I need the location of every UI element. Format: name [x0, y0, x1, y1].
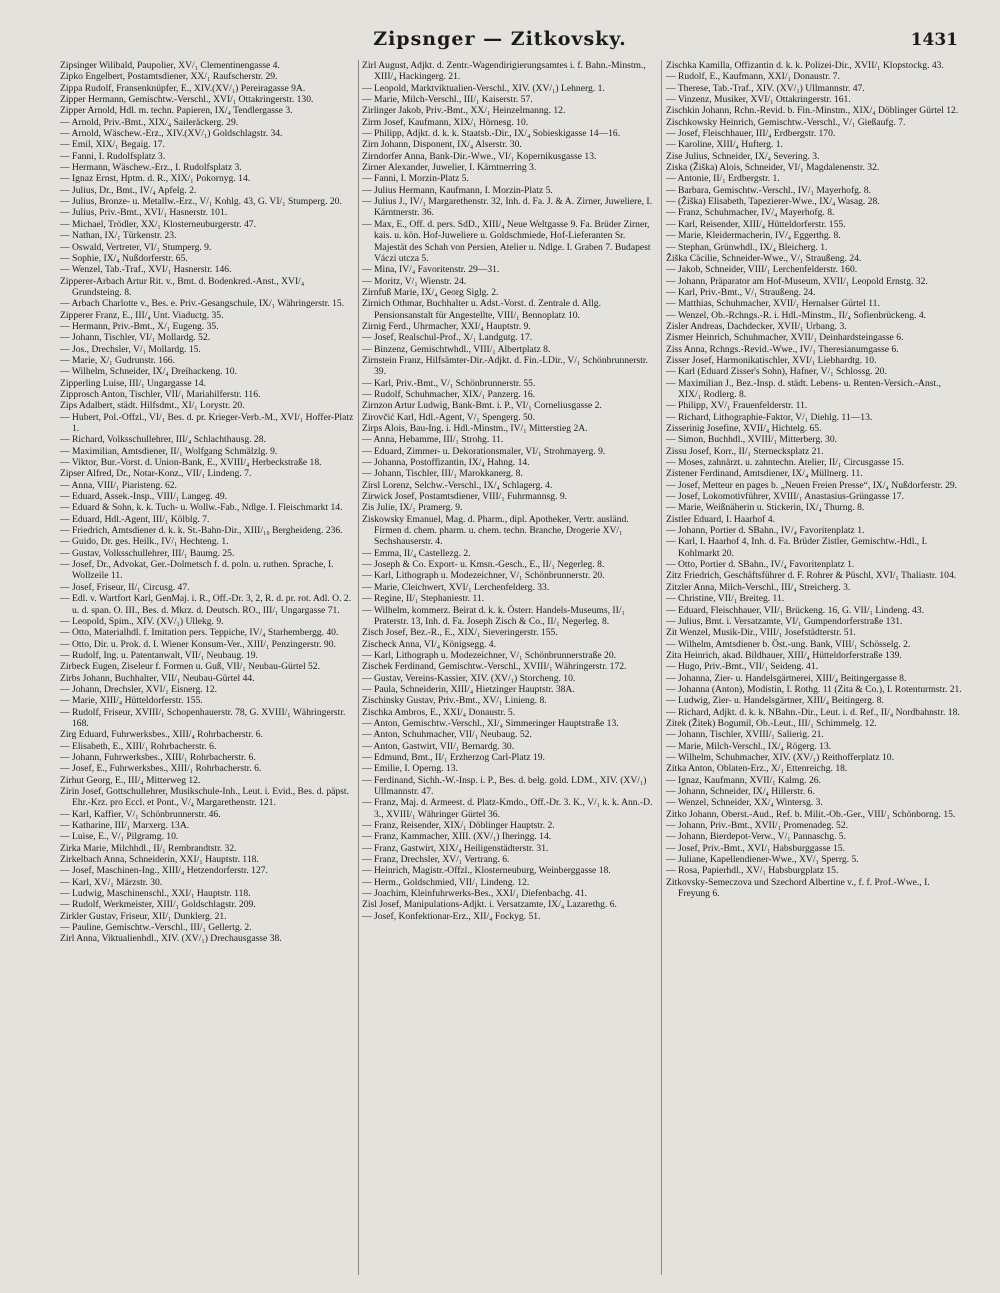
directory-entry: — Christine, VII/₁ Breiteg. 11.: [666, 593, 785, 605]
directory-entry: — Emilie, I. Operng. 13.: [362, 763, 458, 775]
directory-entry: — Josef, Maschinen-Ing., XIII/₄ Hetzendorferstr. 127.: [60, 865, 268, 877]
directory-entry: — Marie, Kleidermacherin, IV/₄ Eggerthg. 8.: [666, 230, 841, 242]
directory-entry: Zirovčić Karl, Hdl.-Agent, V/₁ Spengerg. 50.: [362, 411, 535, 423]
directory-entry: Zirlinger Jakob, Priv.-Bmt., XX/₁ Heinzelmanng. 12.: [362, 105, 566, 117]
directory-entry: — Josef, Realschul-Prof., X/₁ Landgutg. 17.: [362, 332, 533, 344]
column-divider: [661, 60, 662, 1275]
directory-entry: Zirn Johann, Disponent, IX/₄ Alserstr. 30.: [362, 139, 522, 151]
directory-entry: — Franz, Kammacher, XIII. (XV/₁) Iheringg. 14.: [362, 831, 552, 843]
directory-entry: — Mina, IV/₄ Favoritenstr. 29—31.: [362, 264, 500, 276]
directory-entry: — Johann, Tischler, VI/₁ Mollardg. 52.: [60, 332, 211, 344]
directory-entry: — Franz, Reisender, XIX/₁ Döblinger Hauptstr. 2.: [362, 820, 555, 832]
directory-entry: — Philipp, Adjkt. d. k. k. Staatsb.-Dir., IX/₄ Sobieskigasse 14—16.: [362, 128, 621, 140]
directory-entry: — Marie, X/₁ Gudrunstr. 166.: [60, 354, 175, 366]
directory-entry: — Anton, Gastwirt, VII/₁ Bernardg. 30.: [362, 740, 515, 752]
directory-entry: — Josef, Fleischhauer, III/₄ Erdbergstr. 170.: [666, 128, 836, 140]
directory-entry: — Maximilian, Amtsdiener, II/₁ Wolfgang Schmälzlg. 9.: [60, 445, 278, 457]
directory-entry: — Binzenz, Gemischtwhdl., VIII/₁ Albertplatz 8.: [362, 343, 551, 355]
directory-entry: — Matthias, Schuhmacher, XVII/₁ Hernalser Gürtel 11.: [666, 298, 880, 310]
directory-entry: — Karl, Kaffier, V/₁ Schönbrunnerstr. 46.: [60, 808, 221, 820]
directory-entry: — Barbara, Gemischtw.-Verschl., IV/₁ Mayerhofg. 8.: [666, 184, 871, 196]
directory-entry: — Antonie, II/₁ Erdbergstr. 1.: [666, 173, 780, 185]
directory-entry: Zirhut Georg, E., III/₄ Mitterweg 12.: [60, 774, 201, 786]
directory-entry: — Leopold, Marktviktualien-Verschl., XIV. (XV/₁) Lehnerg. 1.: [362, 82, 605, 94]
directory-entry: Zirkler Gustav, Friseur, XII/₁ Dunklerg. 21.: [60, 910, 227, 922]
directory-entry: — Nathan, IX/₁ Türkenstr. 23.: [60, 230, 177, 242]
directory-entry: — Franz, Schuhmacher, IV/₄ Mayerhofg. 8.: [666, 207, 835, 219]
directory-entry: — Hubert, Pol.-Offzl., VI/₁ Bes. d. pr. Krieger-Verb.-M., XVI/₁ Hoffer-Platz 1.: [60, 411, 354, 434]
directory-entry: — Karl, Reisender, XIII/₄ Hütteldorferstr. 155.: [666, 218, 846, 230]
directory-entry: — Wilhelm, Schuhmacher, XIV. (XV/₁) Reithofferplatz 10.: [666, 751, 894, 763]
directory-entry: — Gustav, Vereins-Kassier, XIV. (XV/₁) Storcheng. 10.: [362, 672, 576, 684]
directory-entry: — Johanna, Postoffizantin, IX/₄ Hahng. 14.: [362, 457, 530, 469]
directory-entry: Zirner Alexander, Juwelier, I. Kärntnerring 3.: [362, 162, 537, 174]
directory-entry: Zischka Ambros, E., XXI/₄ Donaustr. 5.: [362, 706, 516, 718]
directory-entry: — Johanna (Anton), Modistin, I. Rothg. 11 (Zita & Co.), I. Rotenturmstr. 21.: [666, 683, 962, 695]
directory-entry: — Oswald, Vertreter, VI/₁ Stumperg. 9.: [60, 241, 212, 253]
directory-entry: — Otto, Portier d. SBahn., IV/₄ Favoritenplatz 1.: [666, 559, 855, 571]
directory-entry: — Johann, Portier d. SBahn., IV/₄ Favoritenplatz 1.: [666, 525, 865, 537]
directory-entry: — Julius, Dr., Bmt., IV/₄ Apfelg. 2.: [60, 184, 197, 196]
directory-entry: — Hermann, Wäschew.-Erz., I. Rudolfsplatz 3.: [60, 162, 242, 174]
directory-entry: Zit Wenzel, Musik-Dir., VIII/₁ Josefstädterstr. 51.: [666, 627, 856, 639]
directory-entry: — Jos., Drechsler, V/₁ Mollardg. 15.: [60, 343, 201, 355]
directory-entry: Zipperer-Arbach Artur Rit. v., Bmt. d. Bodenkred.-Anst., XVI/₄ Grundsteing. 8.: [60, 275, 305, 298]
directory-entry: — Marie, Milch-Verschl., IX/₄ Rögerg. 13.: [666, 740, 832, 752]
directory-entry: — Luise, E., V/₁ Pilgramg. 10.: [60, 831, 179, 843]
directory-entry: Žiška Cäcilie, Schneider-Wwe., V/₁ Straußeng. 24.: [666, 252, 862, 264]
directory-entry: — Pauline, Gemischtw.-Verschl., III/₁ Gellertg. 2.: [60, 922, 252, 934]
directory-entry: Ziskowsky Emanuel, Mag. d. Pharm., dipl. Apotheker, Vertr. ausländ. Firmen d. chem. pharm. u. chem. techn. Branche, Drogerie XV/₁ Sechshauserstr. 4.: [362, 513, 629, 548]
directory-entry: Zirbs Johann, Buchhalter, VII/₁ Neubau-Gürtel 44.: [60, 672, 255, 684]
directory-entry: — Julius J., IV/₁ Margarethenstr. 32, Inh. d. Fa. J. & A. Zirner, Juweliere, I. Kärntnerstr. 36.: [362, 196, 653, 219]
directory-entry: — Josef, Friseur, II/₁ Circusg. 47.: [60, 581, 190, 593]
directory-entry: — Heinrich, Magistr.-Offzl., Klosterneuburg, Weinberggasse 18.: [362, 865, 611, 877]
directory-entry: — Anton, Schuhmacher, VII/₁ Neubaug. 52.: [362, 729, 532, 741]
directory-entry: Zirnzon Artur Ludwig, Bank-Bmt. i. P., VI/₁ Corneliusgasse 2.: [362, 400, 602, 412]
directory-entry: — Wilhelm, Amtsdiener b. Öst.-ung. Bank, VIII/₁ Schösselg. 2.: [666, 638, 911, 650]
directory-entry: — Julius, Bronze- u. Metallw.-Erz., V/₁ Kohlg. 43, G. VI/₁ Stumperg. 20.: [60, 196, 342, 208]
directory-entry: — Rudolf, Werkmeister, XIII/₁ Goldschlagstr. 209.: [60, 899, 256, 911]
directory-entry: Zipper Arnold, Hdl. m. techn. Papieren, IX/₄ Tendlergasse 3.: [60, 105, 293, 117]
directory-entry: — Moses, zahnärzt. u. zahntechn. Atelier, II/₁ Circusgasse 15.: [666, 457, 904, 469]
directory-entry: — Anton, Gemischtw.-Verschl., XI/₄ Simmeringer Hauptstraße 13.: [362, 717, 619, 729]
directory-entry: — Karl, Priv.-Bmt., V/₁ Schönbrunnerstr. 55.: [362, 377, 536, 389]
directory-entry: Zipsinger Wilibald, Paupolier, XV/₁ Clementinengasse 4.: [60, 60, 280, 71]
directory-entry: — Philipp, XV/₁ Frauenfelderstr. 11.: [666, 400, 808, 412]
directory-entry: Zirkelbach Anna, Schneiderin, XXI/₁ Hauptstr. 118.: [60, 854, 259, 866]
directory-entry: — Johann, Bierdepot-Verw., V/₁ Pannaschg. 5.: [666, 831, 846, 843]
directory-entry: — Marie, Weißnäherin u. Stickerin, IX/₄ Thurng. 8.: [666, 502, 865, 514]
directory-entry: Zipser Alfred, Dr., Notar-Konz., VII/₁ Lindeng. 7.: [60, 468, 252, 480]
directory-entry: — Ludwig, Maschinenschl., XXI/₁ Hauptstr. 118.: [60, 888, 251, 900]
directory-entry: — Stephan, Grünwhdl., IX/₄ Bleicherg. 1.: [666, 241, 828, 253]
directory-entry: — Katharine, III/₁ Marxerg. 13A.: [60, 820, 190, 832]
directory-entry: — Herm., Goldschmied, VII/₁ Lindeng. 12.: [362, 876, 530, 888]
directory-entry: — Johanna, Zier- u. Handelsgärtnerei, XIII/₄ Beitingergasse 8.: [666, 672, 907, 684]
directory-entry: — Wenzel, Schneider, XX/₄ Wintersg. 3.: [666, 797, 823, 809]
directory-entry: — Sophie, IX/₄ Nußdorferstr. 65.: [60, 252, 188, 264]
directory-entry: Zitko Johann, Oberst.-Aud., Ref. b. Milit.-Ob.-Ger., VIII/₁ Schönborng. 15.: [666, 808, 956, 820]
directory-entry: — Wenzel, Tab.-Traf., XVI/₁ Hasnerstr. 146.: [60, 264, 232, 276]
directory-entry: — Johann, Priv.-Bmt., XVII/₁ Promenadeg. 52.: [666, 820, 849, 832]
directory-entry: — Karl (Eduard Zisser's Sohn), Hafner, V/₁ Schlossg. 20.: [666, 366, 887, 378]
page-header-title: Zipsnger — Zitkovsky.: [373, 28, 627, 50]
directory-entry: — Richard, Volksschullehrer, III/₄ Schlachthausg. 28.: [60, 434, 266, 446]
directory-entry: — Karl, XV/₁ Märzstr. 30.: [60, 876, 163, 888]
directory-entry: — Max, E., Off. d. pers. SdD., XIII/₄ Neue Weltgasse 9. Fa. Brüder Zirner, kais. u. kön. Hof-Juweliere u. Goldschmiede, Hof-Lieferanten Sr. Majestät des Schah von Persien, Atelier u. Ndlge. I. Graben 7. Budapest Váczi utcza 5.: [362, 218, 651, 264]
directory-entry: Zischek Ferdinand, Gemischtw.-Verschl., XVIII/₁ Währingerstr. 172.: [362, 661, 627, 673]
directory-entry: — Josef, Metteur en pages b. „Neuen Freien Presse“, IX/₄ Nußdorferstr. 29.: [666, 479, 958, 491]
directory-entry: — Marie, Milch-Verschl., III/₁ Kaiserstr. 57.: [362, 94, 533, 106]
directory-entry: — Joachim, Kleinfuhrwerks-Bes., XXI/₁ Diefenbachg. 41.: [362, 888, 588, 900]
directory-column-middle: [362, 60, 658, 1275]
directory-entry: Zirka Marie, Milchhdl., II/₁ Rembrandtstr. 32.: [60, 842, 237, 854]
directory-entry: Zitek (Žitek) Bogumil, Ob.-Leut., III/₁ Schimmelg. 12.: [666, 717, 877, 729]
directory-entry: Zirnstein Franz, Hilfsämter-Dir.-Adjkt. d. Fin.-LDir., V/₁ Schönbrunnerstr. 39.: [362, 354, 648, 378]
directory-entry: — Maximilian J., Bez.-Insp. d. städt. Lebens- u. Renten-Versich.-Anst., XIX/₁ Rodlerg. 8.: [666, 377, 941, 400]
directory-entry: — Karl, Priv.-Bmt., V/₁ Straußeng. 24.: [666, 286, 816, 298]
directory-entry: Zischkowsky Heinrich, Gemischtw.-Verschl., V/₁ Gießaufg. 7.: [666, 116, 906, 128]
directory-entry: — Eduard, Hdl.-Agent, III/₁ Kölblg. 7.: [60, 513, 210, 525]
directory-entry: — Josef, Priv.-Bmt., XVI/₁ Habsburggasse 15.: [666, 842, 845, 854]
directory-entry: — Fanni, I. Rudolfsplatz 3.: [60, 150, 166, 162]
directory-entry: — Julius, Bmt. i. Versatzamte, VI/₁ Gumpendorferstraße 131.: [666, 615, 903, 627]
directory-entry: — Gustav, Volksschullehrer, III/₁ Baumg. 25.: [60, 547, 235, 559]
directory-entry: Zipper Hermann, Gemischtw.-Verschl., XVI/₁ Ottakringerstr. 130.: [60, 94, 314, 106]
directory-entry: — Emil, XIX/₁ Begaig. 17.: [60, 139, 165, 151]
directory-entry: Zis Julie, IX/₁ Pramerg. 9.: [362, 502, 463, 514]
directory-entry: — Eduard, Fleischhauer, VII/₁ Brückeng. 16, G. VII/₁ Lindeng. 43.: [666, 604, 925, 616]
directory-entry: — Eduard, Assek.-Insp., VIII/₁ Langeg. 49.: [60, 491, 228, 503]
directory-entry: Zischka Kamilla, Offizantin d. k. k. Polizei-Dir., XVII/₁ Klopstockg. 43.: [666, 60, 944, 71]
directory-entry: Zisler Andreas, Dachdecker, XVII/₁ Urbang. 3.: [666, 320, 847, 332]
directory-entry: — Fanni, I. Morzin-Platz 5.: [362, 173, 469, 185]
directory-entry: Zirndorfer Anna, Bank-Dir.-Wwe., VI/₁ Kopernikusgasse 13.: [362, 150, 597, 162]
directory-entry: — Franz, Gastwirt, XIX/₄ Heiligenstädterstr. 31.: [362, 842, 549, 854]
directory-entry: Zipperer Franz, E., III/₄ Unt. Viaductg. 35.: [60, 309, 224, 321]
directory-column-left: [60, 60, 356, 1275]
directory-entry: — Franz, Drechsler, XV/₁ Vertrang. 6.: [362, 854, 510, 866]
directory-entry: — Otto, Dir. u. Prok. d. I. Wiener Konsum-Ver., XIII/₁ Penzingerstr. 90.: [60, 638, 336, 650]
directory-entry: — Johann, Drechsler, XVI/₁ Eisnerg. 12.: [60, 683, 218, 695]
directory-entry: — Karoline, XIII/₄ Hufterg. 1.: [666, 139, 783, 151]
directory-entry: Zirm Josef, Kaufmann, XIX/₁ Hörnesg. 10.: [362, 116, 529, 128]
page-number: 1431: [910, 30, 958, 50]
directory-entry: — Hermann, Priv.-Bmt., X/₁ Eugeng. 35.: [60, 320, 219, 332]
directory-entry: — Arnold, Wäschew.-Erz., XIV.(XV/₁) Goldschlagstr. 34.: [60, 128, 283, 140]
directory-entry: Zisch Josef, Bez.-R., E., XIX/₁ Sieveringerstr. 155.: [362, 627, 558, 639]
directory-entry: — Joseph & Co. Export- u. Kmsn.-Gesch., E., II/₁ Negerleg. 8.: [362, 559, 605, 571]
directory-entry: Zischkin Johann, Rchn.-Revid. b. Fin.-Minstm., XIX/₄ Döblinger Gürtel 12.: [666, 105, 959, 117]
directory-entry: — Richard, Lithographie-Faktor, V/₁ Diehlg. 11—13.: [666, 411, 873, 423]
directory-entry: Zirin Josef, Gottschullehrer, Musikschule-Inh., Leut. i. Evid., Bes. d. päpst. Ehr.-Krz. pro Eccl. et Pont., V/₄ Margarethenstr. 121.: [60, 786, 349, 809]
directory-entry: Ziss Anna, Rchngs.-Revid.-Wwe., IV/₁ Theresianumgasse 6.: [666, 343, 899, 355]
directory-entry: — Hugo, Priv.-Bmt., VII/₁ Seideng. 41.: [666, 661, 819, 673]
directory-entry: — Rosa, Papierhdl., XV/₁ Habsburgplatz 15.: [666, 865, 839, 877]
directory-entry: — Rudolf, Ing. u. Patentanwalt, VII/₁ Neubaug. 19.: [60, 649, 258, 661]
directory-entry: — Regine, II/₁ Stephaniestr. 11.: [362, 593, 485, 605]
directory-entry: — Josef, E., Fuhrwerksbes., XIII/₁ Rohrbacherstr. 6.: [60, 763, 262, 775]
directory-entry: Zirsl Lorenz, Selchw.-Verschl., IX/₄ Schlagerg. 4.: [362, 479, 553, 491]
directory-entry: Zips Adalbert, städt. Hilfsdmt., XI/₁ Lorystr. 20.: [60, 400, 245, 412]
directory-entry: Zirnfuß Marie, IX/₄ Georg Siglg. 2.: [362, 286, 499, 298]
directory-entry: — Eduard, Zimmer- u. Dekorationsmaler, VI/₁ Strohmayerg. 9.: [362, 445, 606, 457]
directory-entry: Zismer Heinrich, Schuhmacher, XVII/₁ Deinhardsteingasse 6.: [666, 332, 904, 344]
directory-entry: — Rudolf, Friseur, XVIII/₁ Schopenhauerstr. 78, G. XVIII/₁ Währingerstr. 168.: [60, 706, 346, 729]
directory-entry: — Simon, Buchhdl., XVIII/₁ Mitterberg. 30.: [666, 434, 838, 446]
directory-entry: — Marie, XIII/₄ Hütteldorferstr. 155.: [60, 695, 203, 707]
directory-entry: — Arbach Charlotte v., Bes. e. Priv.-Gesangschule, IX/₁ Währingerstr. 15.: [60, 298, 345, 310]
directory-entry: Zitka Anton, Oblaten-Erz., X/₁ Ettenreichg. 18.: [666, 763, 848, 775]
directory-entry: — Ignaz, Kaufmann, XVII/₁ Kalmg. 26.: [666, 774, 821, 786]
directory-entry: — Anna, Hebamme, III/₁ Strohg. 11.: [362, 434, 504, 446]
directory-entry: Zischeck Anna, VI/₄ Königsegg. 4.: [362, 638, 496, 650]
directory-entry: — Johann, Fuhrwerksbes., XIII/₁ Rohrbacherstr. 6.: [60, 751, 256, 763]
directory-entry: Zirwick Josef, Postamtsdiener, VIII/₁ Fuhrmannsg. 9.: [362, 491, 568, 503]
directory-entry: — Ignaz Ernst, Hptm. d. R., XIX/₁ Pokornyg. 14.: [60, 173, 251, 185]
directory-entry: — Karl, Lithograph u. Modezeichner, V/₁ Schönbrunnerstraße 20.: [362, 649, 617, 661]
directory-entry: — Ludwig, Zier- u. Handelsgärtner, XIII/₄ Beitingerg. 8.: [666, 695, 884, 707]
directory-entry: — Juliane, Kapellendiener-Wwe., XV/₁ Sperrg. 5.: [666, 854, 859, 866]
directory-entry: — Karl, I. Haarhof 4, Inh. d. Fa. Brüder Zistler, Gemischtw.-Hdl., I. Kohlmarkt 20.: [666, 536, 928, 559]
directory-entry: — Karl, Lithograph u. Modezeichner, V/₁ Schönbrunnerstr. 20.: [362, 570, 605, 582]
directory-entry: — Johann, Schneider, IX/₄ Hillerstr. 6.: [666, 786, 815, 797]
directory-entry: — Otto, Materialhdl. f. Imitation pers. Teppiche, IV/₄ Starhembergg. 40.: [60, 627, 339, 639]
directory-entry: Zirnig Ferd., Uhrmacher, XXI/₄ Hauptstr. 9.: [362, 320, 531, 332]
directory-entry: Zitz Friedrich, Geschäftsführer d. F. Rohrer & Püschl, XVI/₁ Thaliastr. 104.: [666, 570, 957, 582]
directory-entry: — Guido, Dr. ges. Heilk., IV/₁ Hechteng. 1.: [60, 536, 229, 548]
directory-entry: Zise Julius, Schneider, IX/₄ Severing. 3.: [666, 150, 820, 162]
directory-entry: Zistener Ferdinand, Amtsdiener, IX/₄ Müllnerg. 11.: [666, 468, 863, 480]
directory-entry: — Edmund, Bmt., II/₁ Erzherzog Carl-Platz 19.: [362, 751, 545, 763]
directory-column-right: [666, 60, 962, 1275]
directory-entry: — Rudolf, Schuhmacher, XIX/₁ Panzerg. 16.: [362, 388, 536, 400]
directory-entry: — Wilhelm, Schneider, IX/₄ Dreihackeng. 10.: [60, 366, 237, 378]
directory-entry: Zipperling Luise, III/₁ Ungargasse 14.: [60, 377, 206, 389]
directory-entry: — (Žiška) Elisabeth, Tapezierer-Wwe., IX/₄ Wasag. 28.: [666, 196, 880, 208]
directory-entry: — Paula, Schneiderin, XIII/₄ Hietzinger Hauptstr. 38A.: [362, 683, 575, 695]
directory-entry: — Elisabeth, E., XIII/₁ Rohrbacherstr. 6.: [60, 740, 217, 752]
directory-entry: — Johann, Präparator am Hof-Museum, XVII/₁ Leopold Ernstg. 32.: [666, 275, 928, 287]
directory-entry: Zitkovsky-Semeczova und Szechord Albertine v., f. f. Prof.-Wwe., I. Freyung 6.: [666, 876, 930, 900]
directory-entry: Zisl Josef, Manipulations-Adjkt. i. Versatzamte, IX/₄ Lazarethg. 6.: [362, 899, 617, 911]
directory-entry: — Moritz, V/₁ Wienstr. 24.: [362, 275, 467, 287]
directory-entry: — Edl. v. Wartfort Karl, GenMaj. i. R., Off.-Dr. 3, 2, R. d. pr. rot. Adl. O. 2. u. d. span. O. III., Bes. d. Mkrz. d. Deutsch. RO., III/₁ Ungargasse 71.: [60, 593, 352, 616]
directory-entry: — Ferdinand, Sichh.-W.-Insp. i. P., Bes. d. belg. gold. LDM., XIV. (XV/₁) Ullmannstr. 47.: [362, 774, 647, 797]
directory-entry: — Anna, VIII/₁ Piaristeng. 62.: [60, 479, 177, 491]
directory-entry: Zistler Eduard, I. Haarhof 4.: [666, 513, 775, 525]
directory-entry: — Therese, Tab.-Traf., XIV. (XV/₁) Ullmannstr. 47.: [666, 82, 865, 94]
directory-entry: Zirnich Othmar, Buchhalter u. Adst.-Vorst. d. Zentrale d. Allg. Pensionsanstalt für Angestellte, VIII/₁ Bennoplatz 10.: [362, 298, 601, 321]
directory-entry: Zippa Rudolf, Fransenknüpfer, E., XIV.(XV/₁) Pereiragasse 9A.: [60, 82, 306, 94]
directory-entry: — Johann, Tischler, XVIII/₁ Salierig. 21.: [666, 729, 824, 741]
directory-entry: — Josef, Lokomotivführer, XVIII/₁ Anastasius-Grüngasse 17.: [666, 491, 904, 503]
directory-entry: — Vinzenz, Musiker, XVI/₁ Ottakringerstr. 161.: [666, 94, 851, 106]
directory-entry: Zirbeck Eugen, Ziseleur f. Formen u. Guß, VII/₁ Neubau-Gürtel 52.: [60, 661, 320, 673]
directory-entry: — Eduard & Sohn, k. k. Tuch- u. Wollw.-Fab., Ndlge. I. Fleischmarkt 14.: [60, 502, 343, 514]
directory-entry: — Michael, Trödler, XX/₁ Klosterneuburgerstr. 47.: [60, 218, 256, 230]
directory-entry: — Friedrich, Amtsdiener d. k. k. St.-Bahn-Dir., XIII/₁₀ Bergheideng. 236.: [60, 525, 343, 537]
directory-entry: Zita Heinrich, akad. Bildhauer, XIII/₄ Hütteldorferstraße 139.: [666, 649, 902, 661]
directory-entry: Zipko Engelbert, Postamtsdiener, XX/₁ Raufscherstr. 29.: [60, 71, 278, 83]
directory-entry: — Franz, Maj. d. Armeest. d. Platz-Kmdo., Off.-Dr. 3. K., V/₁ k. k. Ann.-D. 3., XVIII/₁ Währinger Gürtel 36.: [362, 797, 653, 820]
directory-entry: Zirl Anna, Viktualienhdl., XIV. (XV/₁) Drechausgasse 38.: [60, 933, 282, 945]
directory-entry: — Richard, Adjkt. d. k. k. NBahn.-Dir., Leut. i. d. Ref., II/₄ Nordbahnstr. 18.: [666, 706, 960, 718]
directory-entry: Zipprosch Anton, Tischler, VII/₁ Mariahilferstr. 116.: [60, 388, 261, 400]
directory-entry: — Leopold, Spim., XIV. (XV/₁) Ullekg. 9.: [60, 615, 224, 627]
directory-entry: Ziska (Žiška) Alois, Schneider, VI/₁ Magdalenenstr. 32.: [666, 162, 880, 174]
directory-entry: — Wenzel, Ob.-Rchngs.-R. i. Hdl.-Minstm., II/₄ Sofienbrückeng. 4.: [666, 309, 927, 321]
directory-entry: Zissu Josef, Korr., II/₁ Sternecksplatz 21.: [666, 445, 824, 457]
directory-entry: — Johann, Tischler, III/₁ Marokkanerg. 8.: [362, 468, 523, 480]
directory-entry: — Josef, Dr., Advokat, Ger.-Dolmetsch f. d. poln. u. ruthen. Sprache, I. Wollzeile 11.: [60, 559, 334, 582]
directory-entry: — Julius Hermann, Kaufmann, I. Morzin-Platz 5.: [362, 184, 553, 196]
directory-entry: — Marie, Cleichwert, XVI/₁ Lerchenfelderg. 33.: [362, 581, 550, 593]
directory-entry: — Rudolf, E., Kaufmann, XXI/₁ Donaustr. 7.: [666, 71, 840, 83]
column-divider: [358, 60, 359, 1275]
directory-entry: Zisserinig Josefine, XVII/₄ Hichtelg. 65.: [666, 423, 822, 434]
directory-entry: — Emma, II/₄ Castellezg. 2.: [362, 547, 471, 559]
directory-entry: — Julius, Priv.-Bmt., XVI/₁ Hasnerstr. 101.: [60, 207, 228, 219]
directory-entry: — Arnold, Priv.-Bmt., XIX/₄ Saileräckerg. 29.: [60, 116, 239, 128]
directory-entry: Zirl August, Adjkt. d. Zentr.-Wagendirigierungsamtes i. f. Bahn.-Minstm., XIII/₄ Hackingerg. 21.: [362, 60, 646, 83]
directory-entry: — Jakob, Schneider, VIII/₁ Lerchenfelderstr. 160.: [666, 264, 858, 276]
directory-entry: Zitzler Anna, Milch-Verschl., III/₄ Streicherg. 3.: [666, 581, 851, 593]
directory-entry: — Viktor, Bur.-Vorst. d. Union-Bank, E., XVIII/₄ Herbeckstraße 18.: [60, 457, 322, 469]
directory-entry: Zirps Alois, Bau-Ing. i. Hdl.-Minstm., IV/₁ Mitterstieg 2A.: [362, 423, 588, 434]
directory-entry: — Wilhelm, kommerz. Beirat d. k. k. Österr. Handels-Museums, II/₁ Praterstr. 13, Inh. d. Fa. Joseph Zisch & Co., II/₁ Negerleg. 8.: [362, 604, 625, 627]
directory-entry: — Josef, Konfektionar-Erz., XII/₄ Fockyg. 51.: [362, 910, 541, 922]
directory-entry: Zisser Josef, Harmonikatischler, XVI/₁ Liebhardtg. 10.: [666, 354, 877, 366]
directory-entry: Zischinsky Gustav, Priv.-Bmt., XV/₁ Linieng. 8.: [362, 695, 547, 707]
directory-entry: Zirg Eduard, Fuhrwerksbes., XIII/₄ Rohrbacherstr. 6.: [60, 729, 263, 741]
